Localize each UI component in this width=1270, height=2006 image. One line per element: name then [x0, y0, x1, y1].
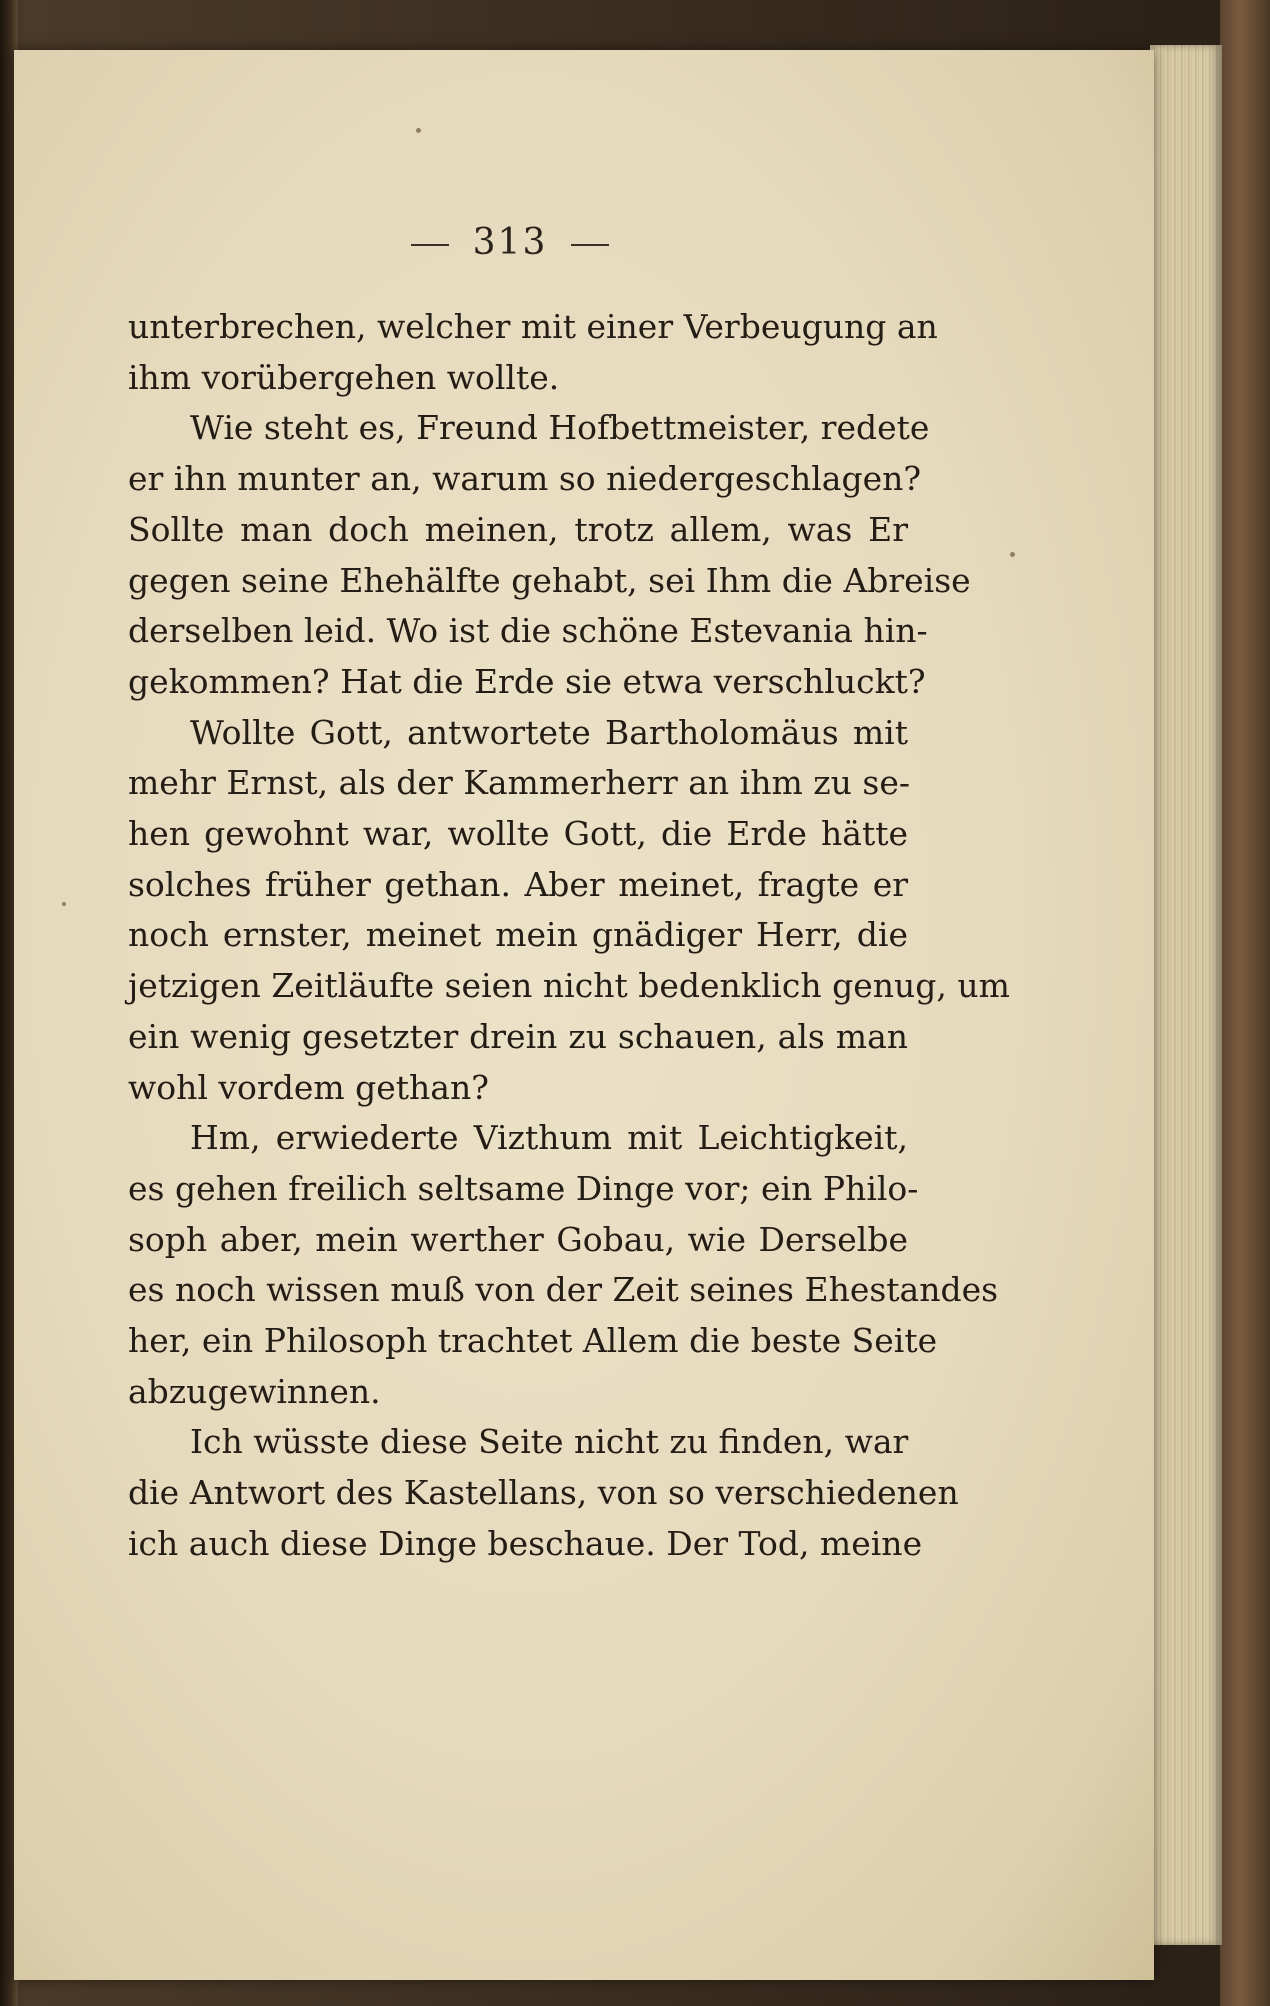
text-line: solches früher gethan. Aber meinet, fragte er: [128, 864, 908, 904]
text-line: mehr Ernst, als der Kammerherr an ihm zu se-: [128, 763, 910, 803]
text-line: Ich wüsste diese Seite nicht zu finden, war: [190, 1422, 909, 1462]
page-header: [370, 222, 650, 263]
body-text: [128, 302, 1010, 1570]
paper-speck: [62, 902, 66, 906]
page-edges: [1150, 45, 1222, 1945]
text-line: die Antwort des Kastellans, von so verschiedenen: [128, 1473, 959, 1513]
text-line: es gehen freilich seltsame Dinge vor; ein Philo-: [128, 1168, 919, 1208]
text-line: noch ernster, meinet mein gnädiger Herr, die: [128, 915, 908, 955]
text-line: gegen seine Ehehälfte gehabt, sei Ihm die Abreise: [128, 560, 971, 600]
paper-speck: [416, 128, 421, 133]
page-number: 313: [472, 222, 548, 263]
text-line: wohl vordem gethan?: [128, 1067, 489, 1107]
text-line: Wie steht es, Freund Hofbettmeister, redete: [190, 408, 930, 448]
text-line: ihm vorübergehen wollte.: [128, 357, 560, 397]
text-line: Wollte Gott, antwortete Bartholomäus mit: [190, 712, 908, 752]
text-line: Sollte man doch meinen, trotz allem, was Er: [128, 509, 908, 549]
text-line: derselben leid. Wo ist die schöne Estevania hin-: [128, 611, 928, 651]
text-line: ich auch diese Dinge beschaue. Der Tod, meine: [128, 1523, 923, 1563]
text-line: es noch wissen muß von der Zeit seines Ehestandes: [128, 1270, 999, 1310]
text-line: her, ein Philosoph trachtet Allem die beste Seite: [128, 1321, 938, 1361]
text-line: Hm, erwiederte Vizthum mit Leichtigkeit,: [190, 1118, 908, 1158]
header-dash-left: [411, 244, 449, 246]
text-line: soph aber, mein werther Gobau, wie Derselbe: [128, 1219, 908, 1259]
text-line: unterbrechen, welcher mit einer Verbeugung an: [128, 307, 938, 346]
text-line: gekommen? Hat die Erde sie etwa verschluckt?: [128, 661, 926, 701]
text-line: hen gewohnt war, wollte Gott, die Erde hätte: [128, 814, 908, 854]
text-line: jetzigen Zeitläufte seien nicht bedenklich genug, um: [128, 966, 1010, 1006]
text-line: ein wenig gesetzter drein zu schauen, als man: [128, 1016, 908, 1056]
header-dash-right: [571, 244, 609, 246]
paper-speck: [1010, 552, 1015, 557]
text-line: abzugewinnen.: [128, 1371, 381, 1411]
text-line: er ihn munter an, warum so niedergeschlagen?: [128, 459, 922, 499]
book-cover-right: [1220, 0, 1270, 2006]
